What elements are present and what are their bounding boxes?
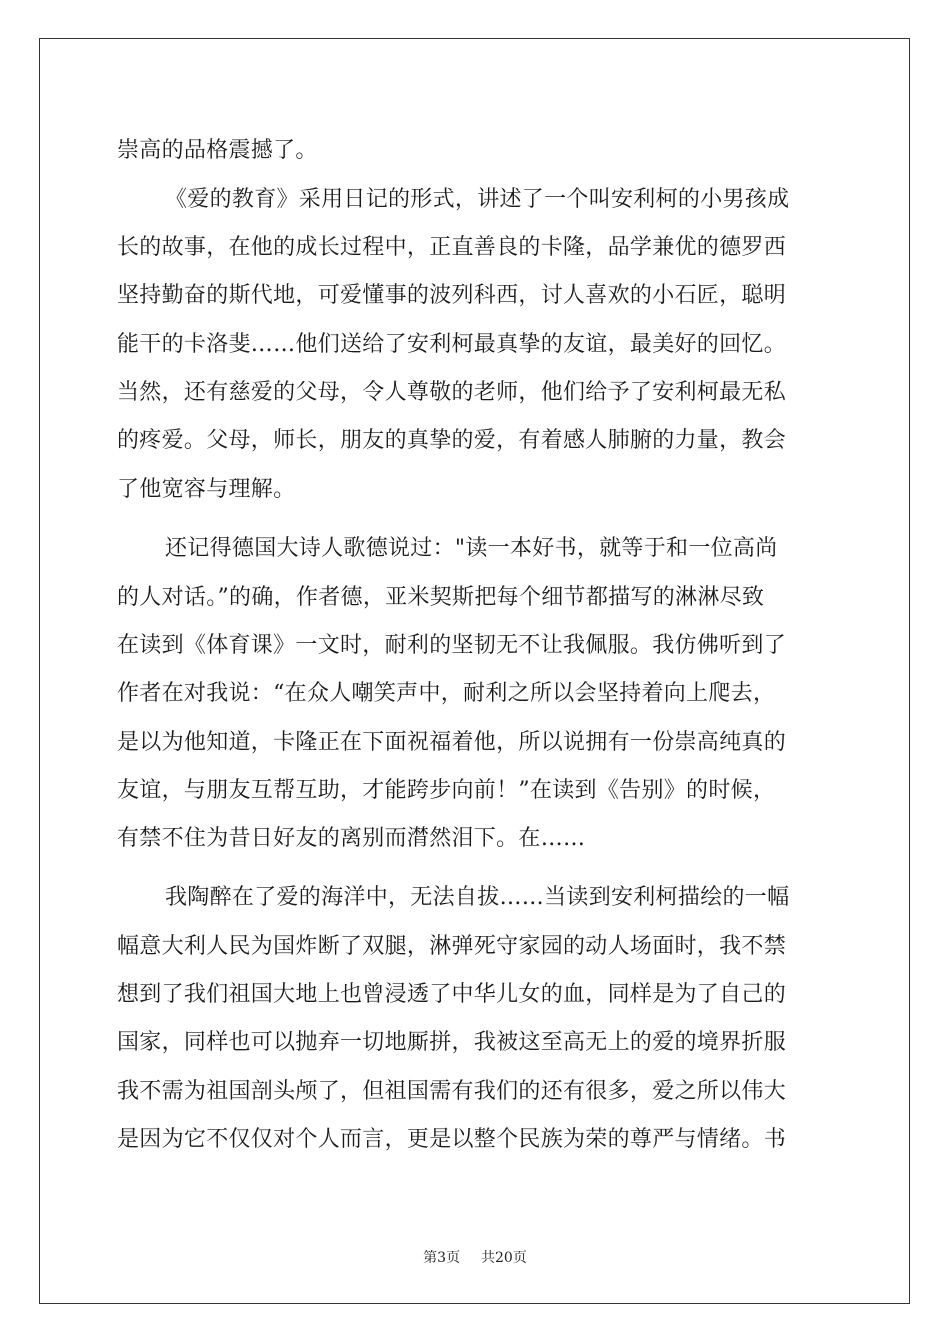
text-line: 友谊，与朋友互帮互助，才能跨步向前！”在读到《告别》的时候， bbox=[117, 778, 776, 803]
page-border bbox=[39, 38, 910, 1304]
page-total: 共20页 bbox=[481, 1250, 527, 1266]
text-line: 长的故事，在他的成长过程中，正直善良的卡隆，品学兼优的德罗西 bbox=[117, 235, 787, 260]
text-line: 当然，还有慈爱的父母，令人尊敬的老师，他们给予了安利柯最无私 bbox=[117, 380, 787, 405]
text-line: 能干的卡洛斐……他们送给了安利柯最真挚的友谊，最美好的回忆。 bbox=[117, 332, 787, 357]
paragraph-start-line: 我陶醉在了爱的海洋中，无法自拔……当读到安利柯描绘的一幅 bbox=[165, 885, 790, 910]
text-line: 的人对话。”的确，作者德，亚米契斯把每个细节都描写的淋淋尽致 bbox=[117, 585, 765, 610]
page-number: 第3页 bbox=[423, 1250, 461, 1266]
text-line: 崇高的品格震撼了。 bbox=[117, 138, 318, 163]
text-line: 幅意大利人民为国炸断了双腿，淋弹死守家园的动人场面时，我不禁 bbox=[117, 934, 787, 959]
text-line: 坚持勤奋的斯代地，可爱懂事的波列科西，讨人喜欢的小石匠，聪明 bbox=[117, 283, 787, 308]
paragraph-start-line: 还记得德国大诗人歌德说过："读一本好书，就等于和一位高尚 bbox=[165, 536, 778, 561]
text-line: 的疼爱。父母，师长，朋友的真挚的爱，有着感人肺腑的力量，教会 bbox=[117, 428, 787, 453]
paragraph-start-line: 《爱的教育》采用日记的形式，讲述了一个叫安利柯的小男孩成 bbox=[165, 187, 790, 212]
text-line: 了他宽容与理解。 bbox=[117, 477, 296, 502]
text-line: 作者在对我说：“在众人嘲笑声中，耐利之所以会坚持着向上爬去， bbox=[117, 681, 776, 706]
text-line: 有禁不住为昔日好友的离别而潸然泪下。在…… bbox=[117, 826, 586, 851]
text-line: 想到了我们祖国大地上也曾浸透了中华儿女的血，同样是为了自己的 bbox=[117, 982, 787, 1007]
text-line: 国家，同样也可以抛弃一切地厮拼，我被这至高无上的爱的境界折服 bbox=[117, 1030, 787, 1055]
text-line: 是以为他知道，卡隆正在下面祝福着他，所以说拥有一份崇高纯真的 bbox=[117, 730, 787, 755]
text-line: 是因为它不仅仅对个人而言，更是以整个民族为荣的尊严与情绪。书 bbox=[117, 1127, 787, 1152]
text-line: 我不需为祖国剖头颅了，但祖国需有我们的还有很多，爱之所以伟大 bbox=[117, 1079, 787, 1104]
page-footer bbox=[0, 1249, 950, 1267]
text-line: 在读到《体育课》一文时，耐利的坚韧无不让我佩服。我仿佛听到了 bbox=[117, 633, 787, 658]
